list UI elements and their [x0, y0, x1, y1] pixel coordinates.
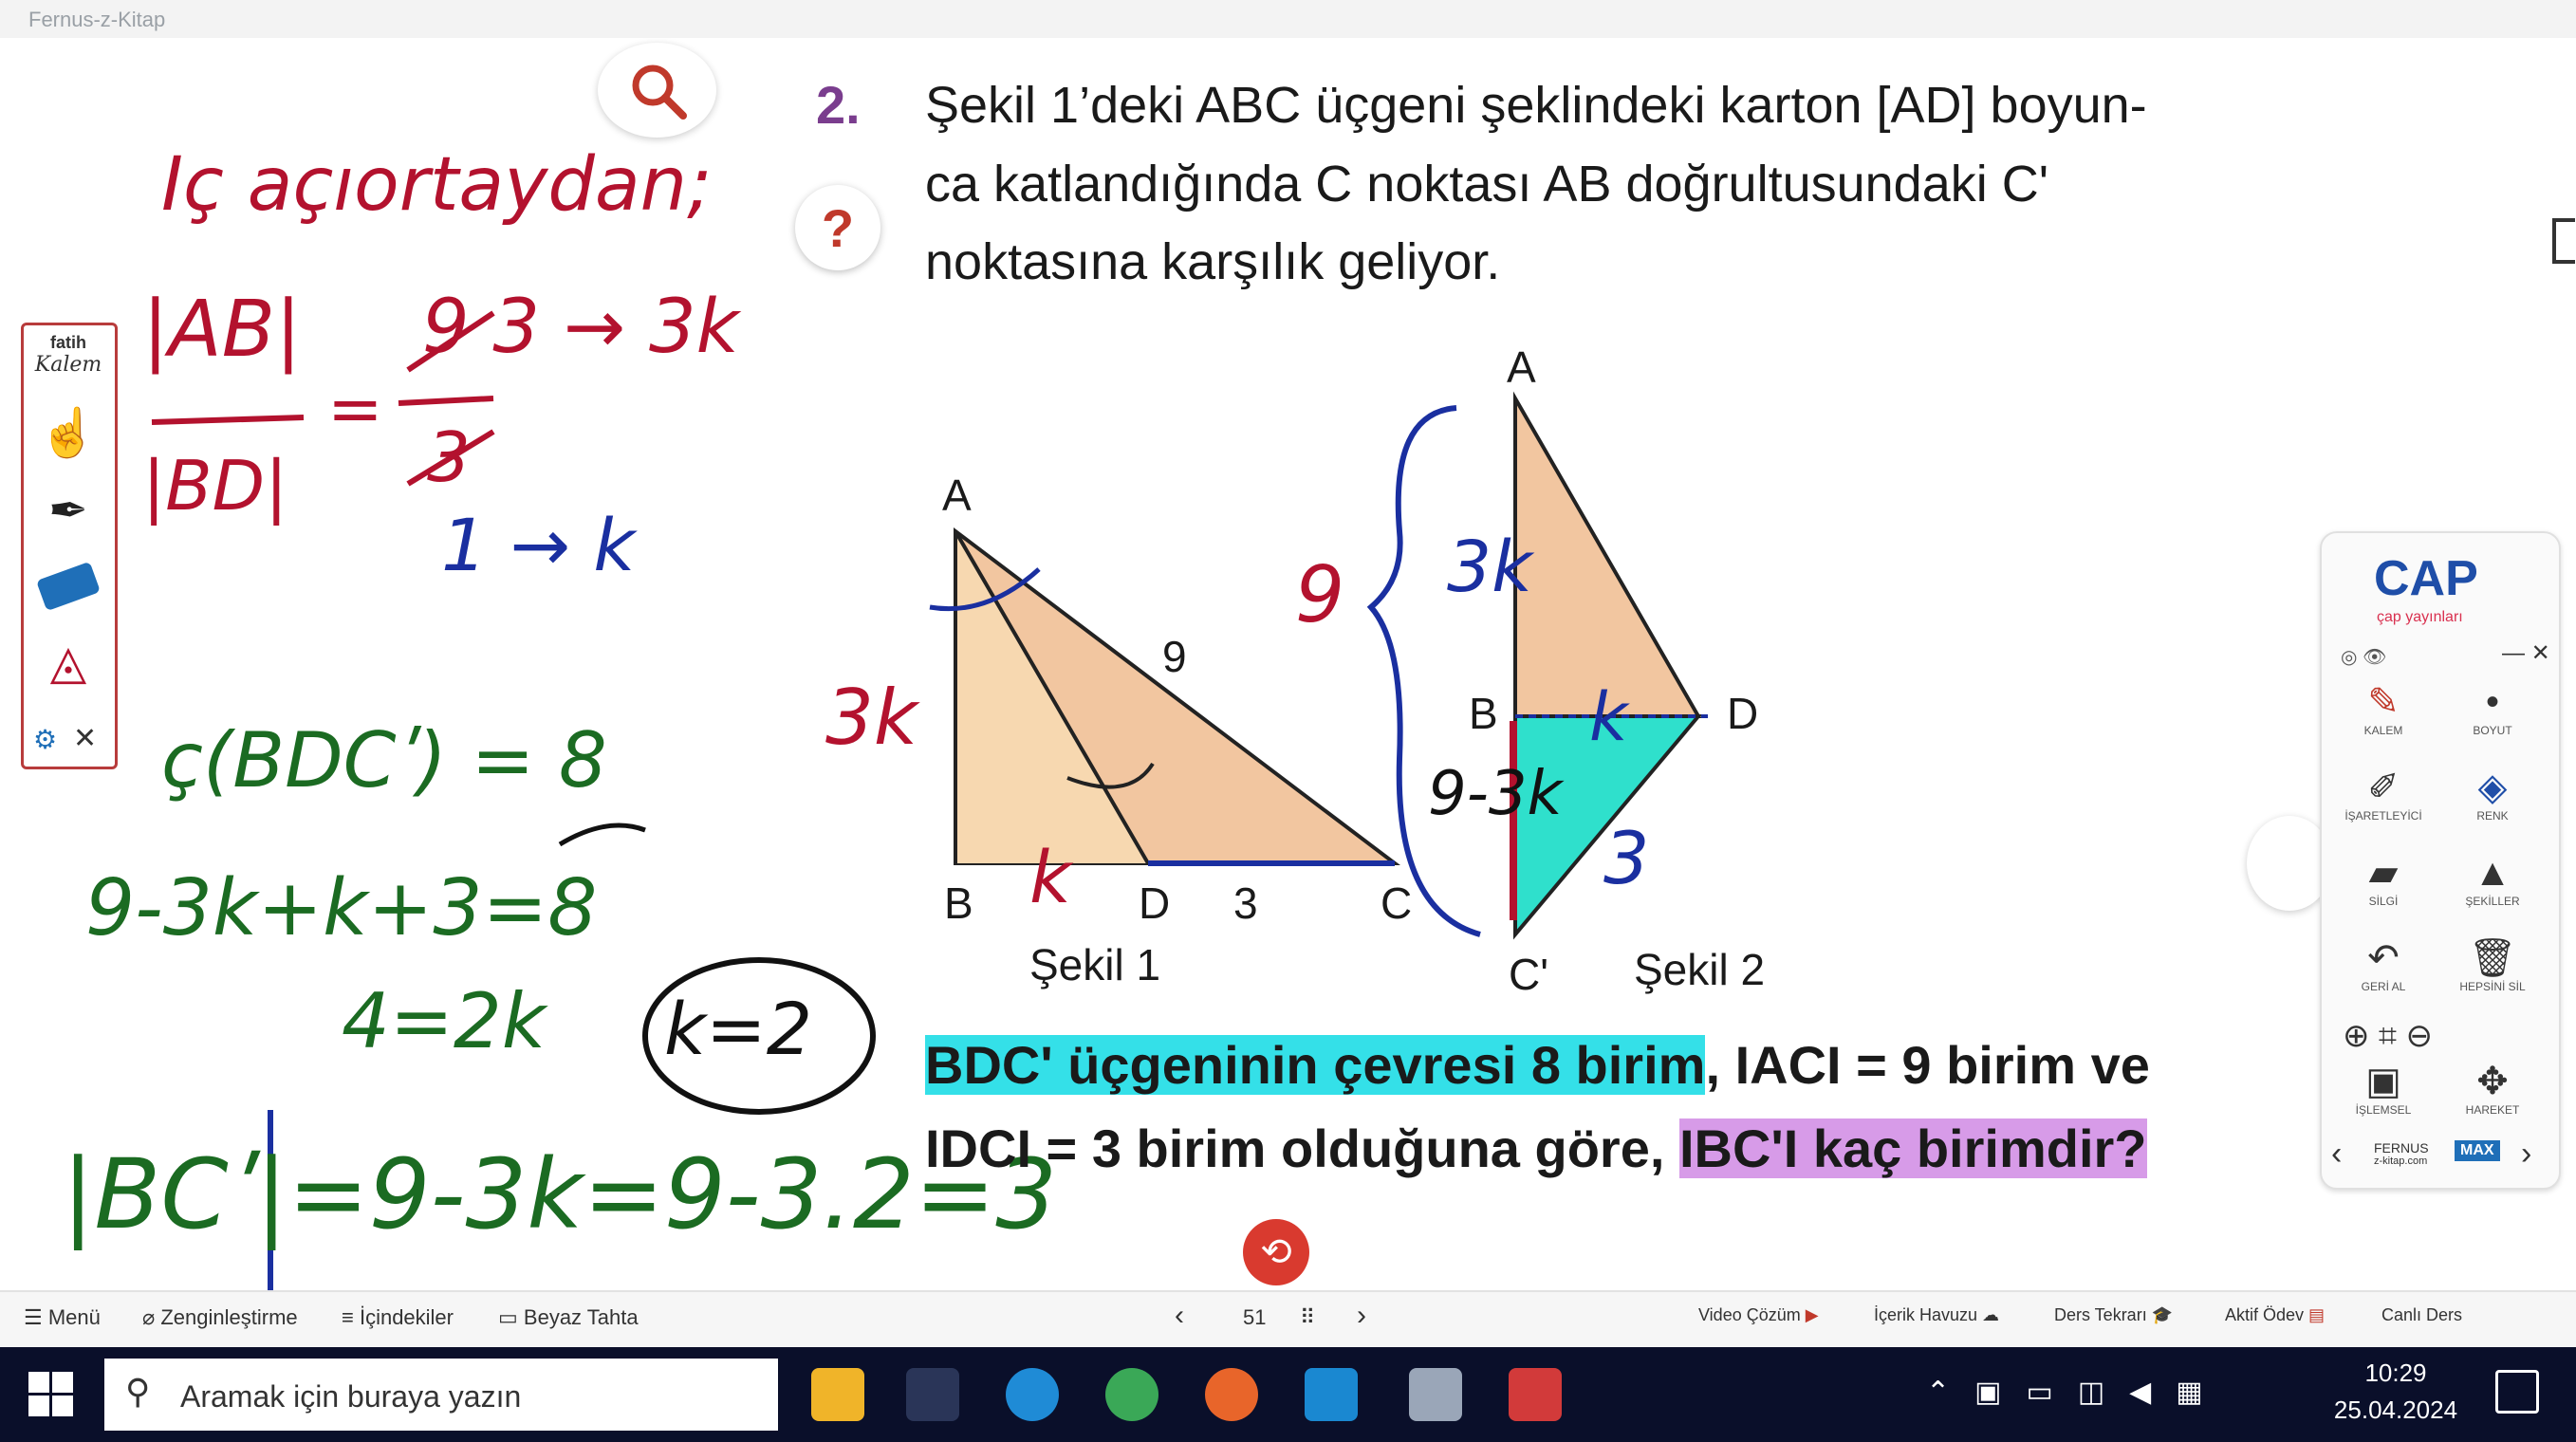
- pointer-tool[interactable]: [35, 399, 102, 466]
- page-number[interactable]: 51: [1243, 1305, 1267, 1329]
- menu-icon: ☰: [24, 1305, 48, 1329]
- figure1-length-dc: 3: [1233, 878, 1258, 928]
- windows-start-button[interactable]: [28, 1372, 73, 1416]
- active-homework-button[interactable]: Aktif Ödev ▤: [2225, 1305, 2326, 1324]
- cap-size-button[interactable]: • BOYUT: [2450, 680, 2535, 737]
- figure2-upper-triangle: [1515, 398, 1698, 716]
- reset-button[interactable]: [1243, 1219, 1309, 1285]
- system-tray-icons[interactable]: ⌃▣▭◫◀▦: [1926, 1377, 2228, 1408]
- paint-bucket-icon: ◈: [2477, 767, 2508, 808]
- fernus-footer-sub: z-kitap.com: [2374, 1155, 2428, 1167]
- windows-taskbar: [0, 1347, 2576, 1442]
- firefox-icon[interactable]: [1205, 1368, 1258, 1421]
- question-line-2: ca katlandığında C noktası AB doğrultusundaki Cʹ: [925, 156, 2049, 213]
- handwriting-fig2-9-3k: 9-3k: [1428, 759, 1563, 829]
- remote-desktop-icon[interactable]: [1305, 1368, 1358, 1421]
- fernus-footer: FERNUS: [2374, 1140, 2429, 1155]
- cap-marker-button[interactable]: ✐ İŞARETLEYİCİ: [2341, 766, 2426, 823]
- cap-subtitle: çap yayınları: [2377, 609, 2463, 625]
- handwriting-solve: 4=2k: [342, 977, 547, 1065]
- handwriting-perimeter: ç(BDCʹ) = 8: [161, 716, 607, 804]
- board-icon: ▭: [498, 1305, 524, 1329]
- figure2-label-b: B: [1469, 689, 1498, 738]
- handwriting-fig1-k: k: [1029, 835, 1072, 919]
- eraser-icon: [36, 562, 101, 611]
- windows-logo-icon: [28, 1372, 73, 1416]
- close-icon[interactable]: ✕: [73, 723, 98, 754]
- figure1-length-ac: 9: [1162, 632, 1187, 681]
- move-icon: ✥: [2476, 1061, 2509, 1102]
- cap-undo-button[interactable]: ↶ GERİ AL: [2341, 936, 2426, 993]
- video-solution-button[interactable]: Video Çözüm ▶: [1698, 1305, 1819, 1324]
- play-icon: ▶: [1800, 1305, 1819, 1324]
- handwriting-fig2-9: 9: [1295, 550, 1345, 640]
- screen-icon: ▣: [2365, 1061, 2401, 1102]
- handwriting-bd: |BD|: [142, 446, 288, 526]
- cap-eraser-button[interactable]: ▰ SİLGİ: [2341, 851, 2426, 908]
- shapes-icon: ◬: [49, 636, 87, 689]
- question-condition-line: [925, 1034, 2150, 1096]
- content-pool-button[interactable]: İçerik Havuzu ☁: [1874, 1305, 2000, 1324]
- fatih-kalem-toolbar: [21, 323, 118, 769]
- figure1-label-b: B: [944, 878, 973, 928]
- fatih-brand: fatih: [50, 333, 86, 352]
- handwriting-fig2-3: 3: [1603, 816, 1650, 900]
- dot-icon: •: [2485, 681, 2499, 723]
- eraser-tool[interactable]: [35, 553, 102, 619]
- pencil-icon: ✎: [2367, 681, 2400, 723]
- menu-button[interactable]: ☰ Menü: [24, 1305, 101, 1329]
- handwriting-k-value: k=2: [664, 987, 813, 1071]
- question-line-1: Şekil 1’deki ABC üçgeni şeklindeki karton [AD] boyun-: [925, 77, 2147, 134]
- figure2-label-a: A: [1507, 342, 1536, 392]
- handwriting-title: Iç açıortaydan;: [161, 142, 713, 228]
- question-ask-plain: IDCI = 3 birim olduğuna göre,: [925, 1118, 1679, 1178]
- cap-color-button[interactable]: ◈ RENK: [2450, 766, 2535, 823]
- settings-icon[interactable]: ⚙: [33, 725, 58, 754]
- figure2-label-c-prime: Cʹ: [1509, 950, 1549, 999]
- brace-over-k: [560, 825, 645, 844]
- file-explorer-icon[interactable]: [811, 1368, 864, 1421]
- question-condition-rest: , IACI = 9 birim ve: [1705, 1035, 2150, 1095]
- prev-page-button[interactable]: ‹: [1175, 1300, 1184, 1331]
- fraction-bar-ab-bd: [152, 417, 304, 422]
- fraction-bar-9-3: [398, 398, 493, 403]
- pen-app-icon[interactable]: [906, 1368, 959, 1421]
- shapes-icon: ▲: [2474, 852, 2511, 894]
- marker-icon: ✐: [2367, 767, 2400, 808]
- cap-prev-icon[interactable]: ‹: [2331, 1136, 2343, 1172]
- pen-icon: ✒: [48, 484, 88, 537]
- cap-pen-button[interactable]: ✎ KALEM: [2341, 680, 2426, 737]
- whiteboard-button[interactable]: ▭ Beyaz Tahta: [498, 1305, 639, 1329]
- question-number: 2.: [816, 75, 861, 135]
- handwriting-ratio-top: 9 3 → 3k: [422, 285, 739, 370]
- trash-icon: 🗑: [2468, 937, 2517, 979]
- question-ask-line: [925, 1118, 2147, 1179]
- eraser-icon: ▰: [2368, 852, 2399, 894]
- handwriting-ratio-k: 1 → k: [441, 503, 636, 587]
- figure2-label-d: D: [1727, 689, 1759, 738]
- clipboard-icon: ▤: [2304, 1305, 2326, 1324]
- cloud-icon: ☁: [1977, 1305, 2000, 1324]
- contents-button[interactable]: ≡ İçindekiler: [342, 1305, 454, 1329]
- handwriting-sum: 9-3k+k+3=8: [85, 863, 598, 953]
- live-lesson-button[interactable]: Canlı Ders: [2381, 1305, 2463, 1324]
- cap-tool-panel: [2320, 531, 2561, 1190]
- pen-tool[interactable]: [35, 477, 102, 544]
- taskbar-search-placeholder: Aramak için buraya yazın: [180, 1379, 522, 1414]
- figure1-label-c: C: [1381, 878, 1413, 928]
- cap-next-icon[interactable]: ›: [2521, 1136, 2532, 1172]
- max-badge: MAX: [2455, 1140, 2500, 1161]
- handwriting-ratio-bottom: 3: [427, 417, 471, 497]
- notification-icon[interactable]: [2495, 1370, 2539, 1414]
- handwriting-final: |BCʹ|=9-3k=9-3.2=3: [62, 1138, 1058, 1251]
- handwriting-fig1-3k: 3k: [825, 674, 918, 762]
- cap-logo: CAP: [2374, 551, 2478, 606]
- highlight-ask: IBCʹI kaç birimdir?: [1678, 1118, 2147, 1178]
- book-app-icon[interactable]: [1509, 1368, 1562, 1421]
- grid-icon[interactable]: ⠿: [1300, 1305, 1316, 1329]
- search-icon: ⚲: [125, 1372, 151, 1411]
- cap-move-button[interactable]: ✥ HAREKET: [2450, 1060, 2535, 1117]
- side-edge-handle[interactable]: [2552, 218, 2575, 264]
- figure1-label-a: A: [942, 471, 972, 520]
- edge-icon[interactable]: [1006, 1368, 1059, 1421]
- help-icon: ?: [821, 197, 855, 258]
- minimize-close-icons[interactable]: — ✕: [2502, 640, 2550, 666]
- clock-time: 10:29: [2364, 1359, 2427, 1387]
- eye-icon[interactable]: ◎ 👁: [2341, 647, 2387, 668]
- figure1-label-d: D: [1139, 878, 1171, 928]
- tool-app-icon[interactable]: [1409, 1368, 1462, 1421]
- taskbar-clock[interactable]: [2325, 1359, 2467, 1425]
- cap-clear-all-button[interactable]: 🗑 HEPSİNİ SİL: [2450, 936, 2535, 993]
- window-title: Fernus-z-Kitap: [28, 8, 166, 31]
- cap-screen-button[interactable]: ▣ İŞLEMSEL: [2341, 1060, 2426, 1117]
- figure1-caption: Şekil 1: [1029, 940, 1161, 989]
- list-icon: ≡: [342, 1305, 360, 1329]
- shapes-tool[interactable]: [35, 629, 102, 695]
- zoom-icons[interactable]: ⊕ ⌗ ⊖: [2343, 1018, 2434, 1054]
- cap-icon: 🎓: [2146, 1305, 2174, 1324]
- figure2-caption: Şekil 2: [1634, 945, 1766, 994]
- handwriting-ab: |AB|: [142, 285, 302, 375]
- question-line-3: noktasına karşılık geliyor.: [925, 233, 1501, 290]
- handwriting-fig2-k: k: [1589, 678, 1628, 756]
- taskbar-search[interactable]: [104, 1359, 778, 1431]
- highlight-perimeter: BDCʹ üçgeninin çevresi 8 birim: [925, 1035, 1706, 1095]
- clock-date: 25.04.2024: [2333, 1396, 2458, 1424]
- hand-pointer-icon: ☝: [38, 405, 99, 459]
- chrome-icon[interactable]: [1105, 1368, 1158, 1421]
- handwriting-equals: =: [327, 370, 383, 448]
- refresh-icon: ⟲: [1260, 1231, 1292, 1273]
- next-page-button[interactable]: ›: [1357, 1300, 1366, 1331]
- paperclip-icon: ⌀: [142, 1305, 161, 1329]
- handwriting-fig2-3k: 3k: [1447, 527, 1532, 608]
- undo-icon: ↶: [2367, 937, 2400, 979]
- app-bottom-bar: [0, 1290, 2576, 1347]
- enrich-button[interactable]: ⌀ Zenginleştirme: [142, 1305, 298, 1329]
- kalem-brand: Kalem: [34, 353, 102, 377]
- lesson-review-button[interactable]: Ders Tekrarı 🎓: [2054, 1305, 2174, 1324]
- cap-shapes-button[interactable]: ▲ ŞEKİLLER: [2450, 851, 2535, 908]
